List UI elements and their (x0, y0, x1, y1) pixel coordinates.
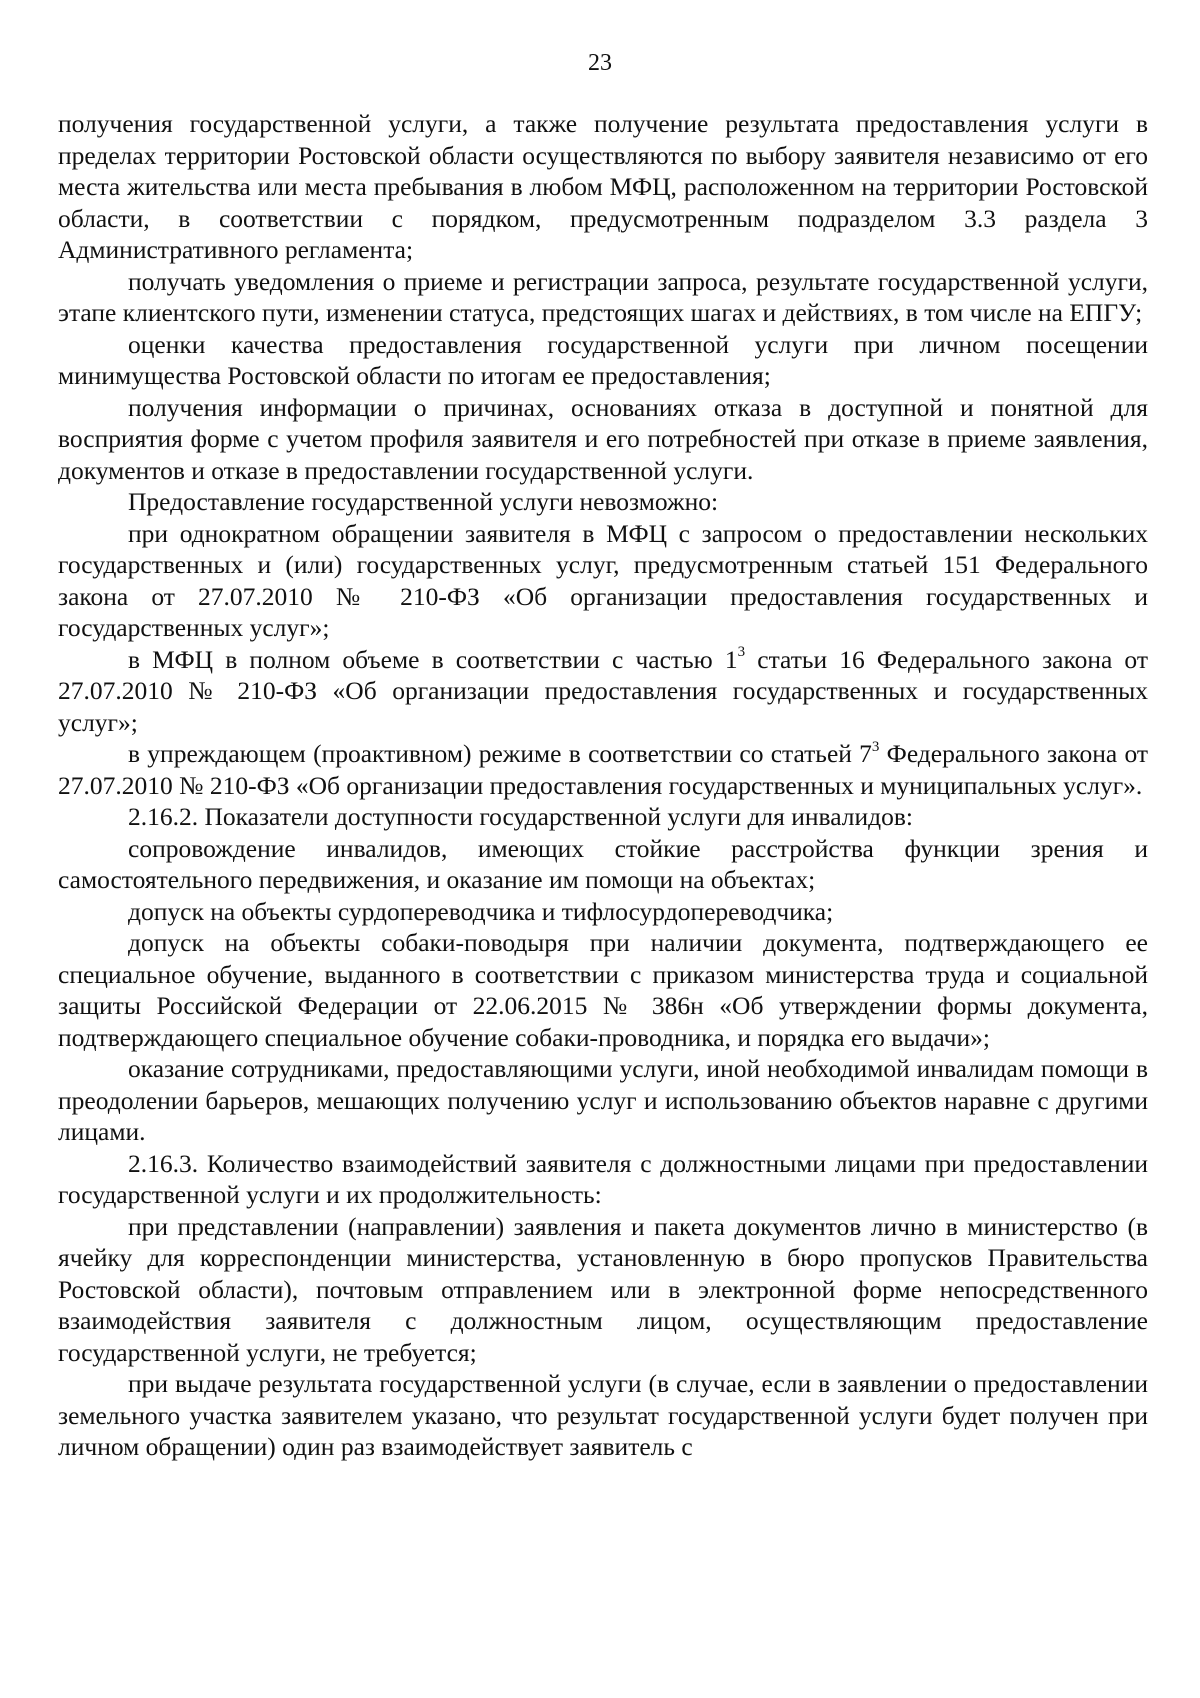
paragraph: оценки качества предоставления государственной услуги при личном посещении минимущества Ростовской области по итогам ее предоставления; (58, 329, 1148, 390)
paragraph: Предоставление государственной услуги невозможно: (128, 487, 719, 516)
paragraph: при выдаче результата государственной услуги (в случае, если в заявлении о предоставлении земельного участка заявителем указано, что результат государственной услуги будет получен при личном обращении) один раз взаимодействует заявитель с (58, 1369, 1148, 1461)
superscript: 3 (871, 738, 880, 755)
paragraph (58, 644, 1148, 739)
paragraph-text: в упреждающем (проактивном) режиме в соответствии со статьей 7 (128, 739, 872, 768)
paragraph: получать уведомления о приеме и регистрации запроса, результате государственной услуги, этапе клиентского пути, изменении статуса, предстоящих шагах и действиях, в том числе на ЕПГУ; (58, 266, 1148, 327)
paragraph-text: статьи 16 Федерального закона от 27.07.2010 № 210-ФЗ «Об организации предоставления государственных и государственных услуг»; (58, 644, 1148, 737)
paragraph: при представлении (направлении) заявления и пакета документов лично в министерство (в ячейку для корреспонденции министерства, установленную в бюро пропусков Правительства Ростовской области), почтовым отправлением или в электронной форме непосредственного взаимодействия заявителя с должностным лицом, осуществляющим предоставление государственной услуги, не требуется; (58, 1211, 1148, 1367)
paragraph: при однократном обращении заявителя в МФЦ с запросом о предоставлении нескольких государственных и (или) государственных услуг, предусмотренным статьей 151 Федерального закона от 27.07.2010 № 210-ФЗ «Об организации предоставления государственных и государственных услуг»; (58, 518, 1148, 642)
superscript: 3 (737, 644, 746, 660)
paragraph: сопровождение инвалидов, имеющих стойкие расстройства функции зрения и самостоятельного передвижения, и оказание им помощи на объектах; (58, 833, 1148, 894)
page-number: 23 (588, 50, 612, 76)
paragraph: допуск на объекты собаки-поводыря при наличии документа, подтверждающего ее специальное обучение, выданного в соответствии с приказом министерства труда и социальной защиты Российской Федерации от 22.06.2015 № 386н «Об утверждении формы документа, подтверждающего специальное обучение собаки-проводника, и порядка его выдачи»; (58, 928, 1148, 1052)
paragraph: получения государственной услуги, а также получение результата предоставления услуги в пределах территории Ростовской области осуществляются по выбору заявителя независимо от его места жительства или места пребывания в любом МФЦ, расположенном на территории Ростовской области, в соответствии с порядком, предусмотренным подразделом 3.3 раздела 3 Административного регламента; (58, 109, 1148, 264)
paragraph: оказание сотрудниками, предоставляющими услуги, иной необходимой инвалидам помощи в преодолении барьеров, мешающих получению услуг и использованию объектов наравне с другими лицами. (58, 1054, 1148, 1146)
paragraph (58, 738, 1148, 801)
paragraph-text: в МФЦ в полном объеме в соответствии с частью 1 (128, 644, 738, 674)
paragraph-text: Федерального закона от 27.07.2010 № 210-ФЗ «Об организации предоставления государственных и муниципальных услуг». (58, 739, 1148, 800)
section-heading: 2.16.2. Показатели доступности государственной услуги для инвалидов: (128, 802, 914, 831)
section-heading: 2.16.3. Количество взаимодействий заявителя с должностными лицами при предоставлении государственной услуги и их продолжительность: (58, 1148, 1148, 1209)
document-body (58, 108, 1148, 1463)
paragraph: допуск на объекты сурдопереводчика и тифлосурдопереводчика; (128, 896, 834, 926)
paragraph: получения информации о причинах, основаниях отказа в доступной и понятной для восприятия форме с учетом профиля заявителя и его потребностей при отказе в приеме заявления, документов и отказе в предоставлении государственной услуги. (58, 392, 1148, 485)
